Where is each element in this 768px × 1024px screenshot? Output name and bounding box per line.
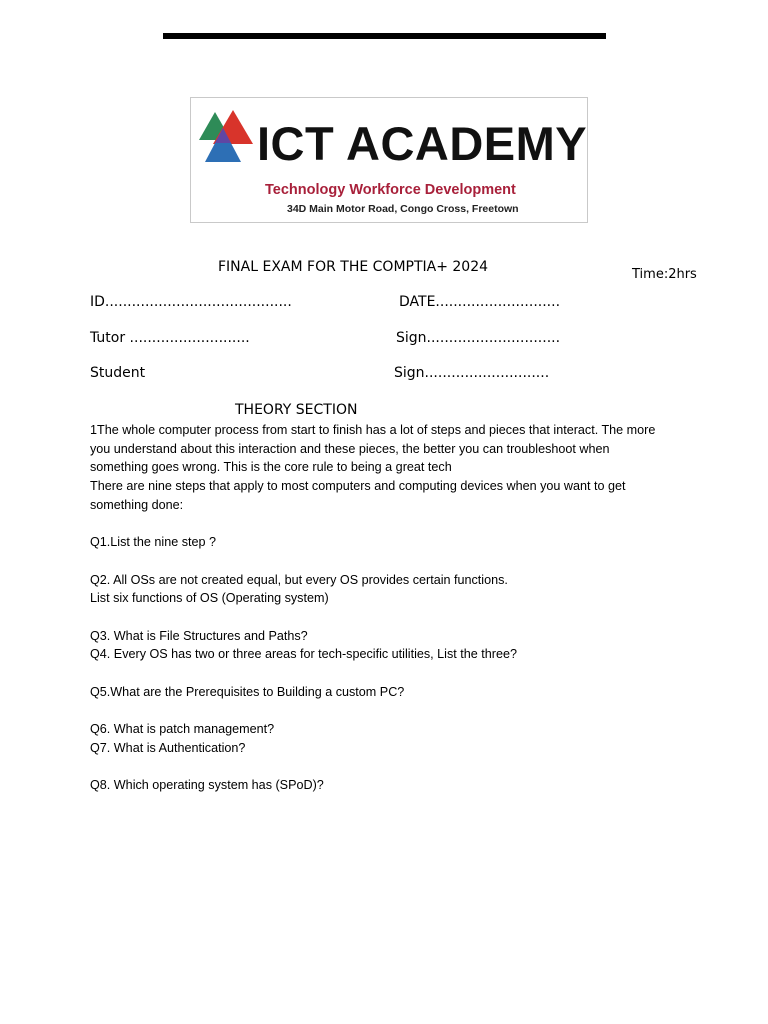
question-3: Q3. What is File Structures and Paths?: [90, 628, 308, 643]
ict-academy-logo: [190, 97, 588, 223]
logo-address: 34D Main Motor Road, Congo Cross, Freetown: [287, 203, 519, 215]
intro-line: something goes wrong. This is the core rule to being a great tech: [90, 460, 452, 475]
tutor-field: Tutor ...........................: [90, 330, 250, 346]
id-field: ID..........................................: [90, 294, 292, 310]
question-6: Q6. What is patch management?: [90, 722, 275, 737]
section-title: THEORY SECTION: [235, 402, 358, 418]
logo-title: ICT ACADEMY: [257, 117, 588, 170]
exam-body: [90, 421, 690, 795]
student-sign-field: Sign............................: [394, 365, 550, 381]
question-7: Q7. What is Authentication?: [90, 740, 246, 755]
intro-line: you understand about this interaction and these pieces, the better you can troubleshoot when: [90, 441, 610, 456]
question-8: Q8. Which operating system has (SPoD)?: [90, 778, 324, 793]
question-2-detail: List six functions of OS (Operating system): [90, 591, 329, 606]
exam-title: FINAL EXAM FOR THE COMPTIA+ 2024: [218, 259, 489, 275]
intro-line: 1The whole computer process from start to finish has a lot of steps and pieces that interact. The more: [90, 423, 656, 437]
tutor-sign-field: Sign..............................: [396, 330, 561, 346]
question-2: Q2. All OSs are not created equal, but every OS provides certain functions.: [90, 572, 508, 587]
exam-time: Time:2hrs: [632, 267, 697, 282]
logo-tagline: Technology Workforce Development: [265, 182, 516, 198]
question-5: Q5.What are the Prerequisites to Building a custom PC?: [90, 684, 405, 699]
top-rule: [163, 33, 606, 39]
intro-line: something done:: [90, 497, 184, 512]
question-1: Q1.List the nine step ?: [90, 535, 217, 550]
student-field: Student: [90, 365, 146, 381]
question-4: Q4. Every OS has two or three areas for tech-specific utilities, List the three?: [90, 647, 517, 662]
intro-line: There are nine steps that apply to most computers and computing devices when you want to get: [90, 479, 626, 494]
triangles-logo-icon: [197, 108, 261, 172]
date-field: DATE............................: [399, 294, 561, 310]
